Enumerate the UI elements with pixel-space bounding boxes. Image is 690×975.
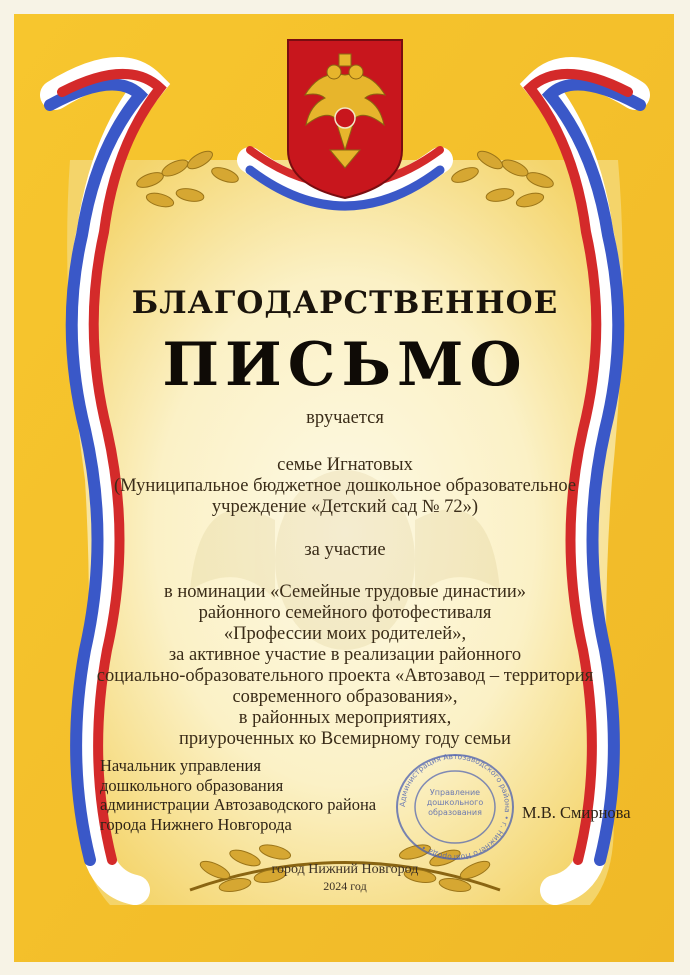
body-line: современного образования»,	[232, 687, 458, 707]
signer-position	[100, 756, 420, 834]
footer-city: город Нижний Новгород	[271, 862, 419, 877]
presented-text: вручается	[306, 408, 384, 428]
signer-name: М.В. Смирнова	[522, 803, 631, 822]
institution-line2: учреждение «Детский сад № 72»)	[211, 497, 479, 517]
recipient-name: семье Игнатовых	[277, 455, 413, 475]
position-line: города Нижнего Новгорода	[100, 814, 292, 834]
position-line: администрации Автозаводского района	[100, 795, 377, 814]
body-line: социально-образовательного проекта «Автозавод – территория	[96, 666, 594, 686]
body-line: районного семейного фотофестиваля	[198, 603, 492, 623]
stamp-center-text: Управление дошкольного образования	[426, 788, 484, 817]
position-line: Начальник управления	[100, 756, 261, 775]
coat-of-arms-icon	[288, 40, 402, 198]
body-line: «Профессии моих родителей»,	[223, 624, 467, 644]
body-line: приуроченных ко Всемирному году семьи	[179, 729, 511, 749]
body-line: в районных мероприятиях,	[238, 708, 452, 728]
footer-place-date	[0, 862, 690, 894]
title-line1: БЛАГОДАРСТВЕННОЕ	[131, 285, 559, 321]
institution-line1: (Муниципальное бюджетное дошкольное образовательное	[113, 476, 577, 496]
title-line2: ПИСЬМО	[162, 330, 528, 400]
body-line: в номинации «Семейные трудовые династии»	[163, 582, 527, 602]
stamp-ring-text: Администрация Автозаводского района • г. Нижнего Новгорода •	[397, 752, 513, 862]
official-stamp	[390, 752, 520, 862]
for-participation: за участие	[304, 540, 386, 560]
footer-year: 2024 год	[323, 879, 367, 893]
position-line: дошкольного образования	[100, 775, 284, 795]
body-line: за активное участие в реализации районного	[168, 645, 522, 665]
